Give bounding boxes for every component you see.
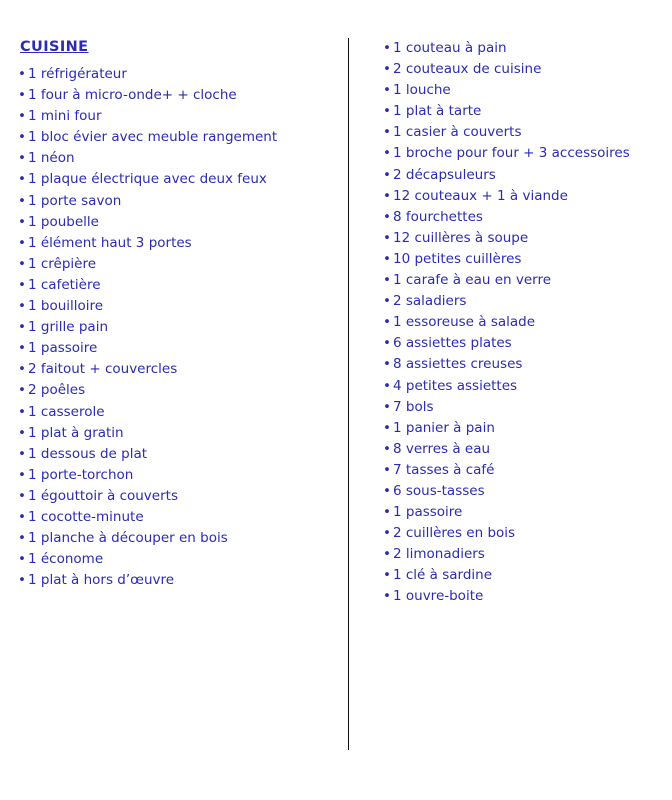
right-column — [349, 38, 672, 608]
bullet-icon: • — [18, 129, 26, 146]
list-item-label: 1 louche — [393, 82, 451, 99]
bullet-icon: • — [18, 298, 26, 315]
list-item — [383, 165, 672, 186]
list-item-label: 6 sous-tasses — [393, 482, 485, 499]
bullet-icon: • — [18, 445, 26, 462]
list-item-label: 1 ouvre-boite — [393, 588, 484, 605]
list-item-label: 7 tasses à café — [393, 461, 495, 478]
list-item-label: 2 couteaux de cuisine — [393, 61, 542, 78]
bullet-icon: • — [18, 171, 26, 188]
list-item — [18, 106, 348, 127]
list-item-label: 1 grille pain — [28, 319, 108, 336]
list-item-label: 12 cuillères à soupe — [393, 229, 529, 246]
bullet-icon: • — [383, 272, 391, 289]
list-item-label: 8 assiettes creuses — [393, 356, 523, 373]
list-item — [383, 186, 672, 207]
list-item-label: 1 cafetière — [28, 276, 101, 293]
bullet-icon: • — [383, 314, 391, 331]
list-item-label: 10 petites cuillères — [393, 250, 522, 267]
list-item-label: 1 passoire — [28, 340, 98, 357]
list-item — [18, 423, 348, 444]
left-column — [0, 38, 348, 591]
bullet-icon: • — [18, 424, 26, 441]
list-item-label: 1 passoire — [393, 504, 463, 521]
list-item — [18, 549, 348, 570]
list-item — [383, 460, 672, 481]
list-item-label: 1 dessous de plat — [28, 445, 148, 462]
list-item-label: 1 four à micro-onde+ + cloche — [28, 87, 237, 104]
section-title-cuisine: CUISINE — [20, 39, 89, 55]
list-item — [18, 444, 348, 465]
bullet-icon: • — [18, 340, 26, 357]
list-item-label: 2 limonadiers — [393, 546, 485, 563]
list-item-label: 2 décapsuleurs — [393, 166, 496, 183]
bullet-icon: • — [18, 234, 26, 251]
bullet-icon: • — [383, 504, 391, 521]
list-item — [18, 64, 348, 85]
list-item-label: 2 faitout + couvercles — [28, 361, 178, 378]
list-item-label: 6 assiettes plates — [393, 335, 512, 352]
list-item-label: 1 clé à sardine — [393, 567, 493, 584]
list-item-label: 1 réfrigérateur — [28, 66, 127, 82]
list-item — [383, 38, 672, 59]
list-item — [18, 85, 348, 106]
bullet-icon: • — [18, 66, 26, 82]
list-item — [383, 354, 672, 375]
bullet-icon: • — [383, 82, 391, 99]
list-item — [383, 291, 672, 312]
bullet-icon: • — [18, 150, 26, 167]
list-item — [18, 528, 348, 549]
bullet-icon: • — [18, 108, 26, 125]
list-item — [383, 333, 672, 354]
bullet-icon: • — [18, 551, 26, 568]
bullet-icon: • — [383, 567, 391, 584]
bullet-icon: • — [383, 250, 391, 267]
list-item-label: 1 planche à découper en bois — [28, 530, 228, 547]
bullet-icon: • — [383, 335, 391, 352]
list-item-label: 8 verres à eau — [393, 440, 491, 457]
bullet-icon: • — [383, 356, 391, 373]
list-item — [383, 143, 672, 164]
list-item — [18, 212, 348, 233]
bullet-icon: • — [383, 145, 391, 162]
list-item-label: 7 bols — [393, 398, 434, 415]
list-item — [18, 359, 348, 380]
list-item-label: 8 fourchettes — [393, 208, 483, 225]
list-item — [383, 565, 672, 586]
list-item — [18, 254, 348, 275]
bullet-icon: • — [383, 419, 391, 436]
bullet-icon: • — [383, 482, 391, 499]
list-item — [383, 228, 672, 249]
list-item — [383, 270, 672, 291]
bullet-icon: • — [18, 213, 26, 230]
list-item-label: 1 porte savon — [28, 192, 122, 209]
list-item-label: 1 porte-torchon — [28, 466, 134, 483]
list-item — [18, 275, 348, 296]
inventory-list-left — [18, 64, 348, 591]
bullet-icon: • — [383, 398, 391, 415]
list-item — [383, 312, 672, 333]
list-item-label: 1 mini four — [28, 108, 102, 125]
list-item-label: 1 broche pour four + 3 accessoires — [393, 145, 630, 162]
list-item-label: 1 carafe à eau en verre — [393, 272, 552, 289]
bullet-icon: • — [18, 87, 26, 104]
list-item-label: 1 économe — [28, 551, 104, 568]
list-item-label: 1 casserole — [28, 403, 105, 420]
list-item-label: 1 cocotte-minute — [28, 508, 144, 525]
list-item-label: 1 plat à hors d’œuvre — [28, 572, 175, 589]
list-item — [18, 465, 348, 486]
two-column-layout — [0, 38, 672, 750]
list-item-label: 1 bouilloire — [28, 298, 104, 315]
bullet-icon: • — [18, 508, 26, 525]
list-item-label: 1 casier à couverts — [393, 124, 522, 141]
bullet-icon: • — [18, 382, 26, 399]
bullet-icon: • — [18, 255, 26, 272]
list-item — [383, 502, 672, 523]
bullet-icon: • — [383, 103, 391, 120]
list-item — [383, 376, 672, 397]
list-item — [383, 418, 672, 439]
bullet-icon: • — [383, 525, 391, 542]
list-item-label: 1 égouttoir à couverts — [28, 487, 178, 504]
list-item-label: 1 essoreuse à salade — [393, 314, 536, 331]
bullet-icon: • — [18, 572, 26, 589]
list-item — [18, 296, 348, 317]
bullet-icon: • — [383, 546, 391, 563]
list-item — [18, 486, 348, 507]
list-item-label: 2 saladiers — [393, 293, 467, 310]
list-item-label: 1 poubelle — [28, 213, 99, 230]
bullet-icon: • — [18, 487, 26, 504]
list-item-label: 1 crêpière — [28, 255, 97, 272]
list-item — [18, 317, 348, 338]
bullet-icon: • — [383, 588, 391, 605]
list-item-label: 2 poêles — [28, 382, 86, 399]
bullet-icon: • — [383, 461, 391, 478]
bullet-icon: • — [18, 530, 26, 547]
list-item — [18, 570, 348, 591]
bullet-icon: • — [383, 61, 391, 78]
list-item — [18, 507, 348, 528]
bullet-icon: • — [383, 293, 391, 310]
list-item — [383, 481, 672, 502]
list-item-label: 1 néon — [28, 150, 75, 167]
list-item — [383, 586, 672, 607]
list-item — [18, 169, 348, 190]
list-item-label: 4 petites assiettes — [393, 377, 518, 394]
list-item-label: 1 panier à pain — [393, 419, 495, 436]
list-item-label: 1 plat à tarte — [393, 103, 482, 120]
list-item — [383, 523, 672, 544]
bullet-icon: • — [18, 276, 26, 293]
bullet-icon: • — [18, 361, 26, 378]
bullet-icon: • — [18, 466, 26, 483]
list-item — [18, 191, 348, 212]
list-item — [383, 249, 672, 270]
list-item — [383, 207, 672, 228]
list-item — [383, 544, 672, 565]
bullet-icon: • — [383, 124, 391, 141]
list-item-label: 1 plat à gratin — [28, 424, 124, 441]
list-item — [383, 397, 672, 418]
inventory-list-right — [383, 38, 672, 608]
list-item — [18, 338, 348, 359]
list-item — [383, 59, 672, 80]
list-item-label: 2 cuillères en bois — [393, 525, 516, 542]
list-item — [18, 402, 348, 423]
bullet-icon: • — [383, 229, 391, 246]
bullet-icon: • — [383, 208, 391, 225]
list-item-label: 1 élément haut 3 portes — [28, 234, 192, 251]
list-item-label: 1 plaque électrique avec deux feux — [28, 171, 267, 188]
bullet-icon: • — [383, 187, 391, 204]
list-item — [18, 233, 348, 254]
bullet-icon: • — [18, 192, 26, 209]
list-item-label: 1 couteau à pain — [393, 40, 507, 56]
bullet-icon: • — [18, 403, 26, 420]
list-item-label: 1 bloc évier avec meuble rangement — [28, 129, 278, 146]
list-item — [383, 122, 672, 143]
list-item — [383, 439, 672, 460]
list-item — [18, 127, 348, 148]
bullet-icon: • — [383, 440, 391, 457]
list-item — [18, 380, 348, 401]
bullet-icon: • — [383, 40, 391, 56]
list-item — [383, 80, 672, 101]
bullet-icon: • — [383, 377, 391, 394]
bullet-icon: • — [18, 319, 26, 336]
list-item-label: 12 couteaux + 1 à viande — [393, 187, 568, 204]
bullet-icon: • — [383, 166, 391, 183]
list-item — [18, 148, 348, 169]
list-item — [383, 101, 672, 122]
